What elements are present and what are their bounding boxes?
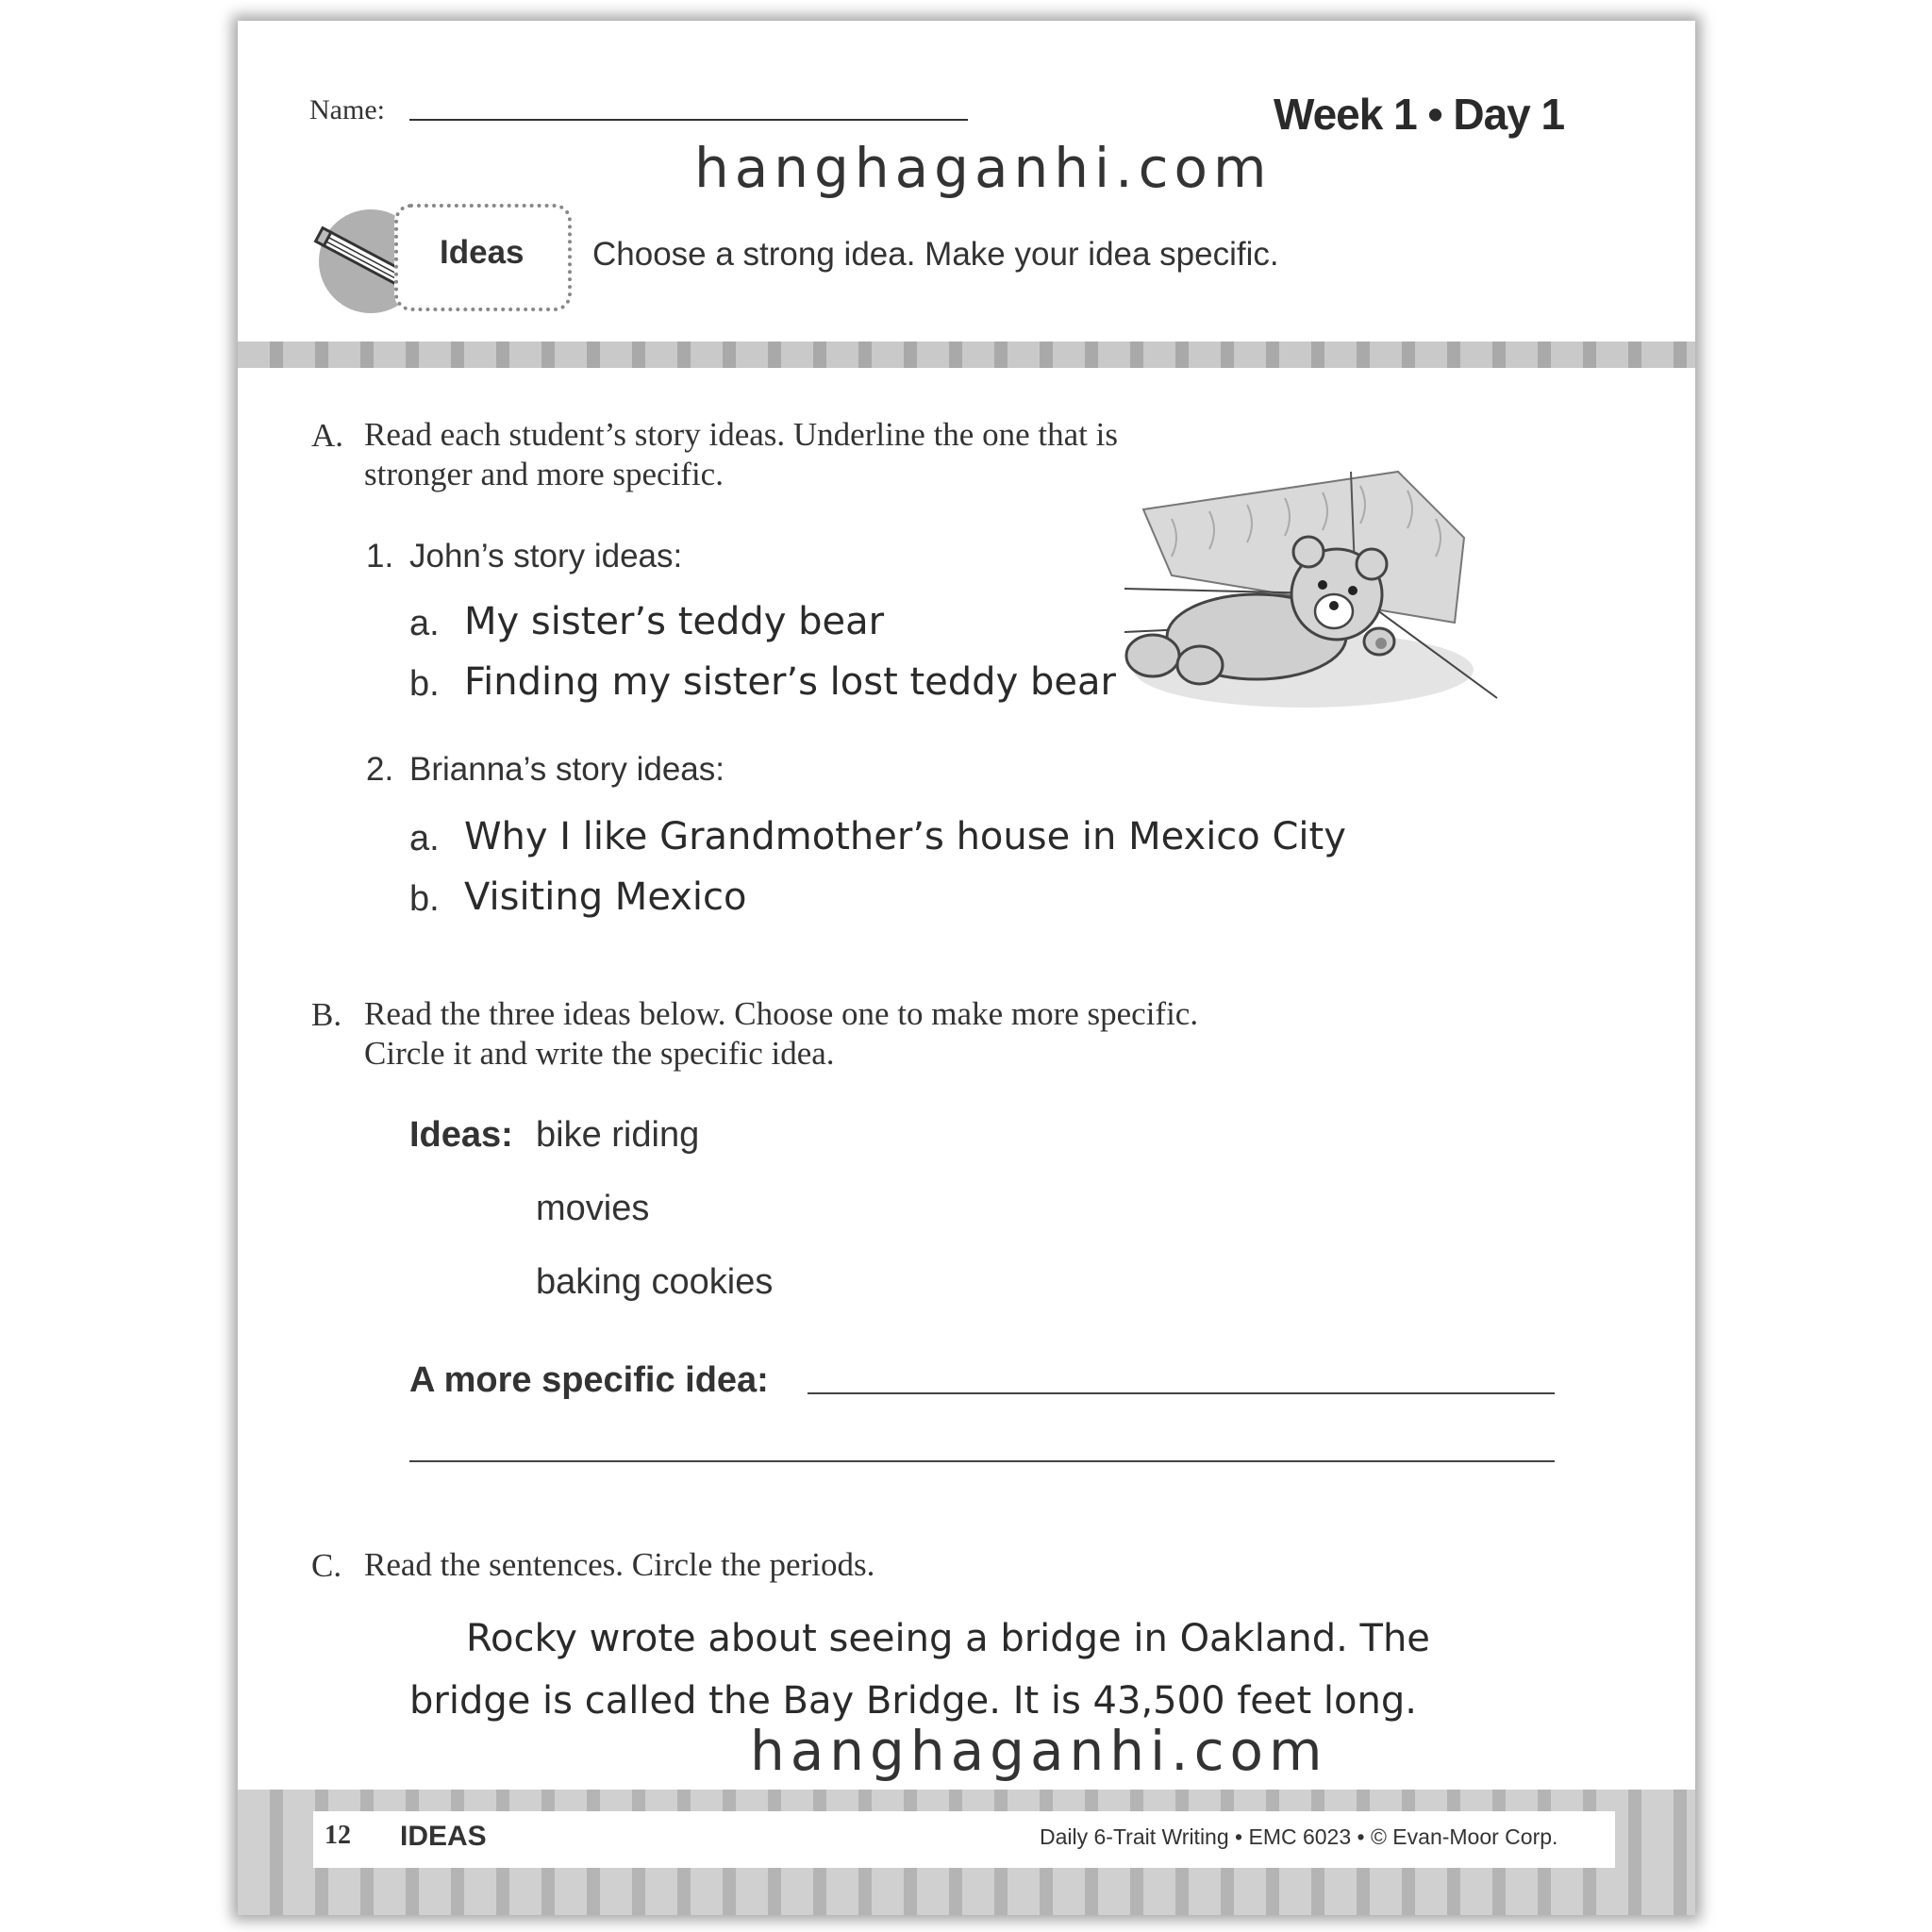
badge-label: Ideas [440, 234, 525, 271]
section-c-prompt: Read the sentences. Circle the periods. [364, 1546, 875, 1583]
idea-option[interactable]: movies [536, 1189, 650, 1228]
item-2b-letter: b. [409, 879, 440, 919]
item-1b-option[interactable]: Finding my sister’s lost teddy bear [464, 660, 1116, 704]
item-2a-option[interactable]: Why I like Grandmother’s house in Mexico City [464, 815, 1346, 858]
section-b-prompt-line2: Circle it and write the specific idea. [364, 1035, 835, 1072]
worksheet-page [238, 21, 1695, 1915]
section-a-prompt-line2: stronger and more specific. [364, 456, 724, 492]
item-1-title: John’s story ideas: [409, 538, 683, 575]
item-1b-letter: b. [409, 664, 440, 704]
ideas-label: Ideas: [409, 1115, 513, 1155]
week-day-title: Week 1 • Day 1 [1274, 90, 1565, 139]
trait-instruction: Choose a strong idea. Make your idea specific. [592, 236, 1279, 273]
name-label: Name: [309, 94, 385, 125]
footer-section-label: IDEAS [400, 1821, 487, 1852]
page-number: 12 [325, 1821, 351, 1850]
section-c-letter: C. [311, 1547, 342, 1584]
item-2b-option[interactable]: Visiting Mexico [464, 875, 747, 919]
header-stripe-divider [238, 341, 1695, 368]
passage-line-2[interactable]: bridge is called the Bay Bridge. It is 43,500 feet long. [409, 1679, 1417, 1723]
watermark-top: hanghaganhi.com [694, 136, 1273, 200]
answer-line-2[interactable] [409, 1460, 1555, 1462]
section-b-prompt-line1: Read the three ideas below. Choose one to make more specific. [364, 995, 1199, 1032]
copyright-text: Daily 6-Trait Writing • EMC 6023 • © Evan-Moor Corp. [1040, 1824, 1558, 1849]
item-2-number: 2. [366, 751, 394, 788]
section-a-prompt-line1: Read each student’s story ideas. Underline the one that is [364, 416, 1118, 453]
item-2a-letter: a. [409, 819, 440, 858]
name-write-line [409, 119, 968, 121]
teddy-bear-illustration [1115, 453, 1511, 731]
item-2-title: Brianna’s story ideas: [409, 751, 724, 788]
section-b-letter: B. [311, 996, 342, 1033]
answer-line-1[interactable] [808, 1392, 1555, 1394]
section-a-letter: A. [311, 417, 344, 454]
item-1a-option[interactable]: My sister’s teddy bear [464, 600, 885, 643]
idea-option[interactable]: bike riding [536, 1115, 700, 1155]
specific-idea-label: A more specific idea: [409, 1360, 769, 1400]
item-1a-letter: a. [409, 604, 440, 643]
item-1-number: 1. [366, 538, 394, 575]
passage-line-1[interactable]: Rocky wrote about seeing a bridge in Oakland. The [466, 1617, 1430, 1660]
watermark-bottom: hanghaganhi.com [750, 1719, 1328, 1783]
idea-option[interactable]: baking cookies [536, 1262, 774, 1302]
